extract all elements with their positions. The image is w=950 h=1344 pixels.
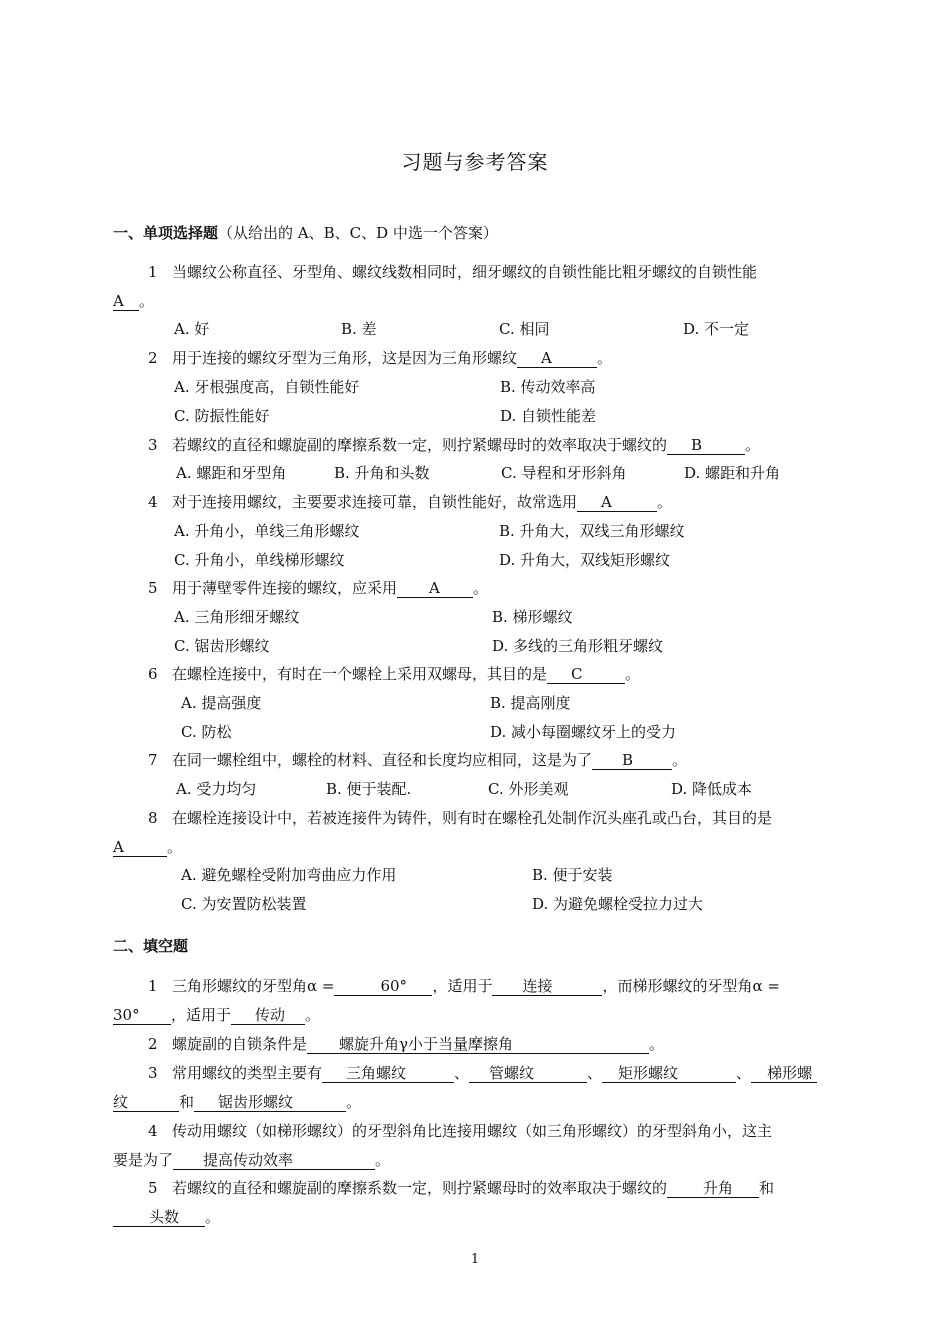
option-a: A. 螺距和牙型角 <box>176 464 287 482</box>
punctuation: 。 <box>597 349 613 367</box>
question-number: 4 <box>148 493 158 511</box>
question-number: 5 <box>148 579 158 597</box>
answer-blank: 矩形螺纹 <box>602 1065 736 1083</box>
question-text: ，而梯形螺纹的牙型角α = <box>602 977 780 995</box>
answer-blank: 60° <box>334 978 432 996</box>
option-a: A. 升角小，单线三角形螺纹 <box>174 522 360 540</box>
answer-blank: A <box>577 494 657 512</box>
question-1-answer-line <box>113 291 838 311</box>
question-number: 6 <box>148 665 158 683</box>
answer-blank: 三角螺纹 <box>322 1065 454 1083</box>
punctuation: 。 <box>205 1208 221 1226</box>
fill-question-4 <box>148 1121 838 1141</box>
answer-blank: 锯齿形螺纹 <box>194 1094 346 1112</box>
option-a: A. 避免螺栓受附加弯曲应力作用 <box>181 866 397 884</box>
question-2 <box>148 348 838 368</box>
page-title: 习题与参考答案 <box>401 150 549 174</box>
fill-question-3-cont <box>113 1092 838 1112</box>
punctuation: 。 <box>473 579 489 597</box>
question-5 <box>148 578 838 598</box>
question-text: 螺旋副的自锁条件是 <box>172 1035 308 1053</box>
punctuation: 。 <box>625 665 641 683</box>
punctuation: 。 <box>167 838 183 856</box>
question-text: 若螺纹的直径和螺旋副的摩擦系数一定，则拧紧螺母时的效率取决于螺纹的 <box>172 1179 668 1197</box>
option-a: A. 好 <box>174 320 210 338</box>
punctuation: 。 <box>346 1093 362 1111</box>
punctuation: 。 <box>649 1035 665 1053</box>
option-a: A. 提高强度 <box>181 694 262 712</box>
option-d: D. 减小每圈螺纹牙上的受力 <box>490 723 677 741</box>
question-text: 传动用螺纹（如梯形螺纹）的牙型斜角比连接用螺纹（如三角形螺纹）的牙型斜角小，这主 <box>172 1122 773 1140</box>
answer-blank: C <box>547 666 625 684</box>
question-text: 对于连接用螺纹，主要要求连接可靠，自锁性能好，故常选用 <box>172 493 578 511</box>
answer-blank: 连接 <box>492 978 602 996</box>
option-d: D. 多线的三角形粗牙螺纹 <box>492 637 664 655</box>
answer-blank: 纹 <box>113 1094 179 1112</box>
option-b: B. 梯形螺纹 <box>492 608 573 626</box>
option-b: B. 升角大，双线三角形螺纹 <box>499 522 685 540</box>
punctuation: 。 <box>745 436 761 454</box>
option-c: C. 相同 <box>499 320 550 338</box>
fill-question-5-cont <box>113 1207 838 1227</box>
question-text: 在同一螺栓组中，螺栓的材料、直径和长度均应相同，这是为了 <box>172 751 593 769</box>
question-number: 5 <box>148 1179 158 1197</box>
separator: 、 <box>587 1064 603 1082</box>
option-c: C. 导程和牙形斜角 <box>501 464 627 482</box>
option-b: B. 传动效率高 <box>500 378 596 396</box>
option-d: D. 降低成本 <box>671 780 753 798</box>
question-number: 1 <box>148 263 158 281</box>
question-text: 在螺栓连接设计中，若被连接件为铸件，则有时在螺栓孔处制作沉头座孔或凸台，其目的是 <box>172 809 773 827</box>
question-text: 要是为了 <box>113 1151 174 1169</box>
answer-blank: 螺旋升角γ小于当量摩擦角 <box>307 1036 649 1054</box>
question-number: 1 <box>148 977 158 995</box>
answer-blank: A <box>113 293 139 311</box>
option-a: A. 牙根强度高，自锁性能好 <box>174 378 360 396</box>
answer-blank: 传动 <box>231 1007 305 1025</box>
question-number: 2 <box>148 1035 158 1053</box>
question-8 <box>148 808 838 828</box>
fill-question-4-cont <box>113 1150 838 1170</box>
question-3 <box>148 435 838 455</box>
option-c: C. 防松 <box>181 723 232 741</box>
question-text: 在螺栓连接中，有时在一个螺栓上采用双螺母，其目的是 <box>172 665 548 683</box>
question-number: 3 <box>148 1064 158 1082</box>
option-d: D. 自锁性能差 <box>500 407 597 425</box>
question-text: 当螺纹公称直径、牙型角、螺纹线数相同时，细牙螺纹的自锁性能比粗牙螺纹的自锁性能 <box>172 263 758 281</box>
section-1-heading <box>113 222 498 243</box>
separator: 、 <box>736 1064 752 1082</box>
option-a: A. 受力均匀 <box>176 780 257 798</box>
option-d: D. 螺距和升角 <box>684 464 781 482</box>
answer-blank: 30° <box>113 1007 171 1025</box>
page-number: 1 <box>470 1252 480 1267</box>
section-1-heading-note: （从给出的 A、B、C、D 中选一个答案） <box>218 224 498 242</box>
option-b: B. 便于装配. <box>326 780 412 798</box>
answer-blank: 管螺纹 <box>469 1065 587 1083</box>
option-c: C. 外形美观 <box>488 780 569 798</box>
answer-blank: A <box>113 839 167 857</box>
option-c: C. 为安置防松装置 <box>181 895 307 913</box>
answer-blank: B <box>667 437 745 455</box>
section-1-heading-label: 一、单项选择题 <box>113 224 219 242</box>
question-8-answer-line <box>113 837 838 857</box>
question-text: 和 <box>759 1179 775 1197</box>
answer-blank: 头数 <box>113 1209 205 1227</box>
question-number: 8 <box>148 809 158 827</box>
punctuation: 。 <box>305 1006 321 1024</box>
option-b: B. 便于安装 <box>532 866 613 884</box>
option-b: B. 差 <box>341 320 377 338</box>
answer-blank: 提高传动效率 <box>173 1152 375 1170</box>
separator: 、 <box>454 1064 470 1082</box>
punctuation: 。 <box>375 1151 391 1169</box>
answer-blank: B <box>592 752 672 770</box>
question-number: 7 <box>148 751 158 769</box>
option-d: D. 不一定 <box>683 320 750 338</box>
section-2-heading <box>113 935 188 956</box>
option-d: D. 为避免螺栓受拉力过大 <box>532 895 704 913</box>
punctuation: 。 <box>672 751 688 769</box>
option-c: C. 升角小，单线梯形螺纹 <box>174 551 345 569</box>
question-text: 三角形螺纹的牙型角α = <box>172 977 335 995</box>
section-2-heading-label: 二、填空题 <box>113 937 189 955</box>
fill-question-1-cont <box>113 1005 838 1025</box>
fill-question-5 <box>148 1178 838 1198</box>
fill-question-3 <box>148 1063 838 1083</box>
question-1 <box>148 262 838 282</box>
question-6 <box>148 664 838 684</box>
question-text: 若螺纹的直径和螺旋副的摩擦系数一定，则拧紧螺母时的效率取决于螺纹的 <box>172 436 668 454</box>
question-4 <box>148 492 838 512</box>
option-d: D. 升角大，双线矩形螺纹 <box>499 551 671 569</box>
option-c: C. 锯齿形螺纹 <box>174 637 270 655</box>
answer-blank: A <box>397 580 473 598</box>
question-text: 和 <box>179 1093 195 1111</box>
question-text: ，适用于 <box>432 977 493 995</box>
question-text: 用于连接的螺纹牙型为三角形，这是因为三角形螺纹 <box>172 349 518 367</box>
question-text: ，适用于 <box>171 1006 232 1024</box>
answer-blank: A <box>517 350 597 368</box>
fill-question-1 <box>148 976 838 996</box>
option-a: A. 三角形细牙螺纹 <box>174 608 300 626</box>
option-c: C. 防振性能好 <box>174 407 270 425</box>
punctuation: 。 <box>139 292 155 310</box>
question-number: 2 <box>148 349 158 367</box>
option-b: B. 提高刚度 <box>490 694 571 712</box>
option-b: B. 升角和头数 <box>334 464 430 482</box>
question-text: 用于薄壁零件连接的螺纹，应采用 <box>172 579 398 597</box>
question-text: 常用螺纹的类型主要有 <box>172 1064 323 1082</box>
answer-blank: 梯形螺 <box>751 1065 817 1083</box>
answer-blank: 升角 <box>667 1180 759 1198</box>
question-7 <box>148 750 838 770</box>
question-number: 3 <box>148 436 158 454</box>
question-number: 4 <box>148 1122 158 1140</box>
punctuation: 。 <box>657 493 673 511</box>
fill-question-2 <box>148 1034 838 1054</box>
